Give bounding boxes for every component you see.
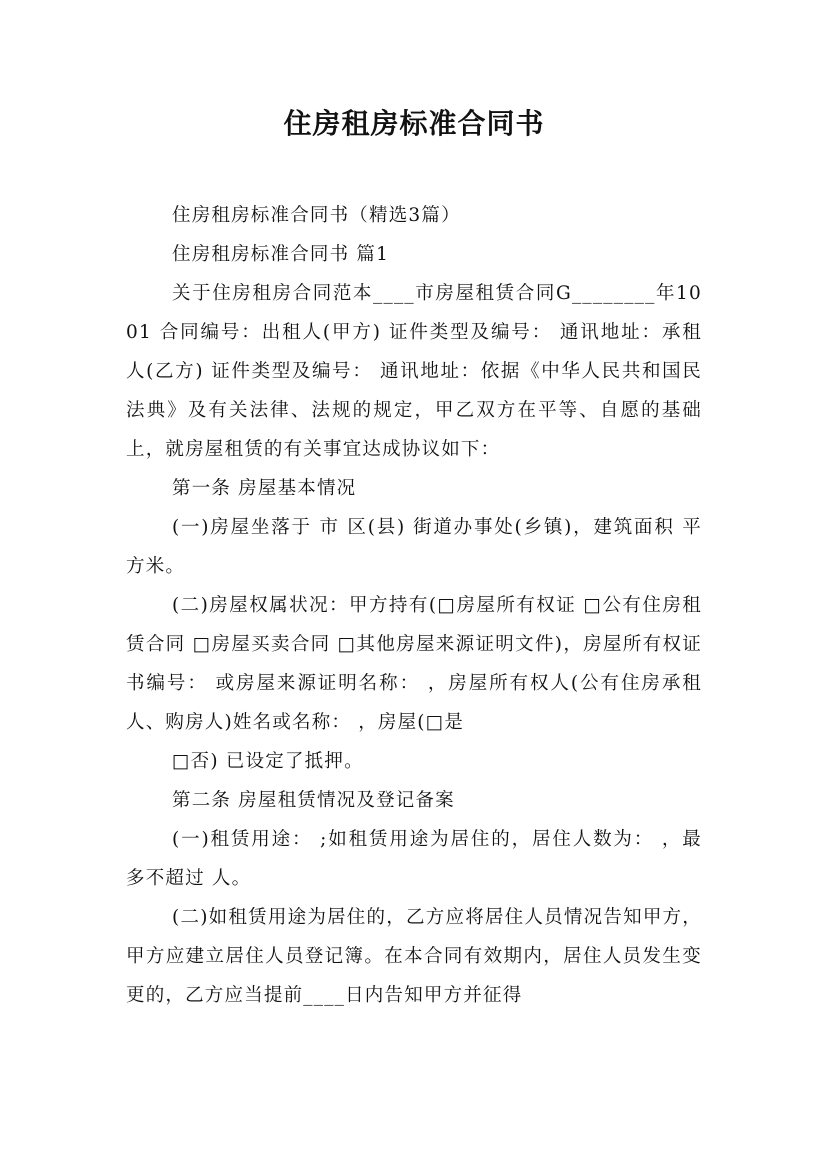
document-body — [126, 196, 702, 1015]
article-2-clause-1: (一)租赁用途： ;如租赁用途为居住的，居住人数为： ，最多不超过 人。 — [126, 829, 702, 889]
paragraph-section-heading: 住房租房标准合同书 篇1 — [172, 244, 390, 265]
article-2-clause-2: (二)如租赁用途为居住的，乙方应将居住人员情况告知甲方，甲方应建立居住人员登记簿。在本合同有效期内，居住人员发生变更的，乙方应当提前____日内告知甲方并征得 — [126, 907, 702, 1006]
article-1-clause-2: (二)房屋权属状况：甲方持有(□房屋所有权证 □公有住房租赁合同 □房屋买卖合同 □其他房屋来源证明文件)，房屋所有权证书编号： 或房屋来源证明名称： ，房屋所有权人(公有住房承租人、购房人)姓名或名称： ，房屋(□是 — [126, 595, 702, 733]
article-1-clause-1: (一)房屋坐落于 市 区(县) 街道办事处(乡镇)，建筑面积 平方米。 — [126, 517, 702, 577]
article-1-heading: 第一条 房屋基本情况 — [172, 478, 357, 499]
article-2-heading: 第二条 房屋租赁情况及登记备案 — [172, 790, 455, 811]
paragraph-subtitle: 住房租房标准合同书（精选3篇） — [172, 205, 461, 226]
article-1-clause-2-continued: □否) 已设定了抵押。 — [172, 751, 364, 772]
paragraph-preamble: 关于住房租房合同范本____市房屋租赁合同G________年1001 合同编号：出租人(甲方) 证件类型及编号： 通讯地址：承租人(乙方) 证件类型及编号： 通讯地址：依据《中华人民共和国民法典》及有关法律、法规的规定，甲乙双方在平等、自愿的基础上，就房屋租赁的有关事宜达成协议如下： — [126, 283, 702, 460]
document-title: 住房租房标准合同书 — [283, 107, 545, 140]
